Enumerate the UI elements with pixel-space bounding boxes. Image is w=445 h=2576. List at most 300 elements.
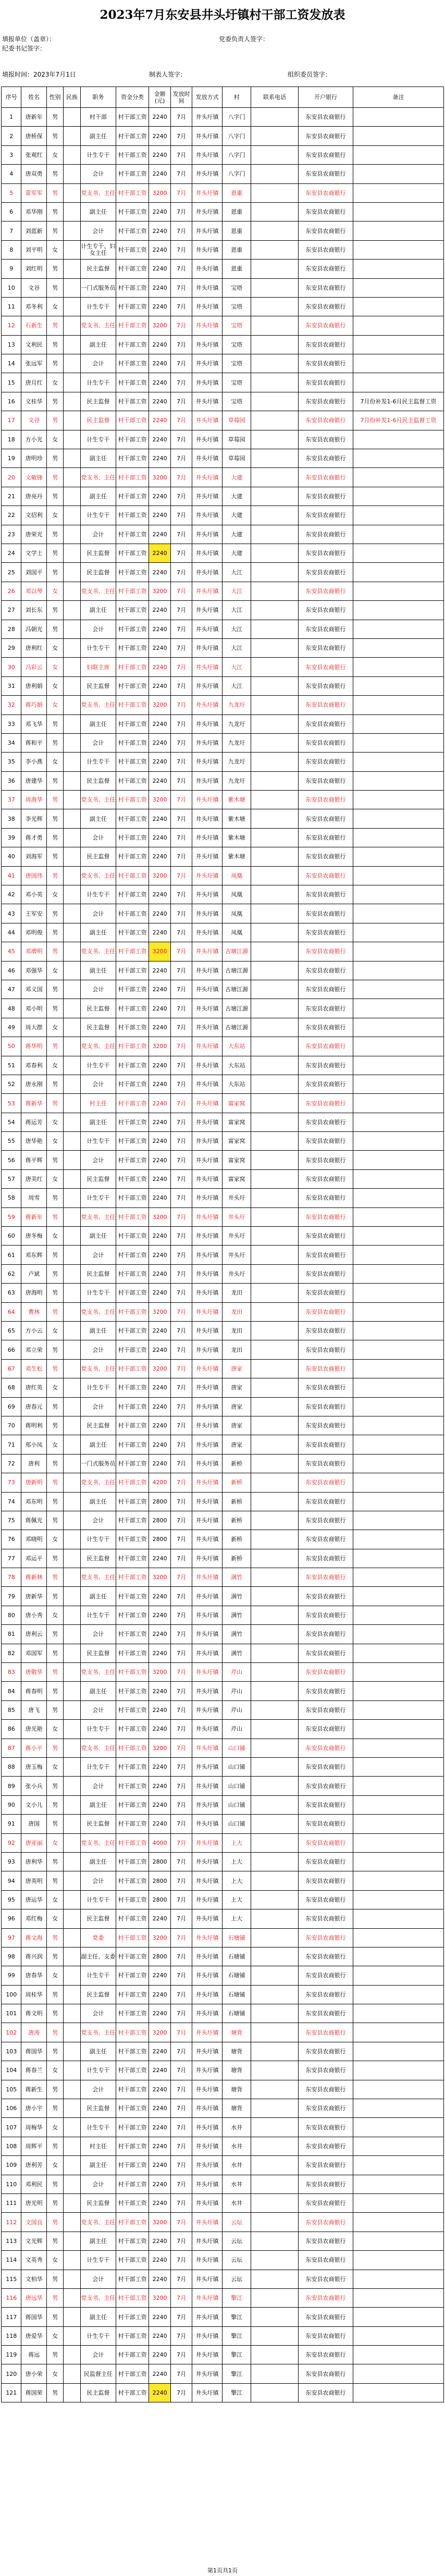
cell-village: 新桥 bbox=[222, 1454, 251, 1473]
cell-remark bbox=[353, 1833, 444, 1852]
cell-bank: 东安县农商银行 bbox=[298, 2326, 353, 2345]
cell-ethnicity bbox=[64, 999, 80, 1018]
cell-amount: 2240 bbox=[149, 923, 170, 942]
cell-pay-method: 井头圩镇 bbox=[192, 2308, 222, 2326]
cell-village: 水井 bbox=[222, 2156, 251, 2175]
cell-index: 64 bbox=[2, 1302, 21, 1321]
cell-index: 35 bbox=[2, 753, 21, 771]
cell-amount: 3200 bbox=[149, 1359, 170, 1378]
cell-index: 55 bbox=[2, 1132, 21, 1151]
cell-ethnicity bbox=[64, 885, 80, 904]
cell-remark bbox=[353, 1075, 444, 1093]
cell-village: 塘背 bbox=[222, 2042, 251, 2061]
cell-bank: 东安县农商银行 bbox=[298, 1966, 353, 1985]
cell-index: 53 bbox=[2, 1094, 21, 1113]
cell-fund-type: 村干部工资 bbox=[116, 923, 149, 942]
cell-remark bbox=[353, 2288, 444, 2307]
cell-phone bbox=[251, 1302, 298, 1321]
cell-fund-type: 村干部工资 bbox=[116, 1720, 149, 1739]
cell-index: 95 bbox=[2, 1890, 21, 1909]
cell-fund-type: 村干部工资 bbox=[116, 2346, 149, 2364]
cell-phone bbox=[251, 183, 298, 202]
cell-position: 计生专干 bbox=[80, 1132, 116, 1151]
table-row bbox=[2, 373, 444, 392]
cell-position: 副主任 bbox=[80, 1682, 116, 1700]
cell-fund-type: 村干部工资 bbox=[116, 1511, 149, 1530]
cell-name: 唐涛 bbox=[21, 2023, 47, 2042]
cell-phone bbox=[251, 1815, 298, 1833]
cell-bank: 东安县农商银行 bbox=[298, 1928, 353, 1947]
cell-name: 方小光 bbox=[21, 430, 47, 449]
cell-gender: 女 bbox=[46, 1530, 63, 1549]
cell-phone bbox=[251, 1037, 298, 1056]
cell-amount: 2800 bbox=[149, 1890, 170, 1909]
cell-pay-month: 7月 bbox=[171, 487, 192, 506]
cell-ethnicity bbox=[64, 1169, 80, 1188]
cell-index: 116 bbox=[2, 2288, 21, 2307]
cell-ethnicity bbox=[64, 449, 80, 468]
cell-bank: 东安县农商银行 bbox=[298, 335, 353, 354]
cell-amount: 2240 bbox=[149, 676, 170, 695]
cell-ethnicity bbox=[64, 2118, 80, 2137]
cell-amount: 3200 bbox=[149, 1037, 170, 1056]
cell-amount: 2800 bbox=[149, 1530, 170, 1549]
cell-amount: 2240 bbox=[149, 449, 170, 468]
cell-index: 66 bbox=[2, 1340, 21, 1359]
cell-pay-method: 井头圩镇 bbox=[192, 1037, 222, 1056]
cell-remark bbox=[353, 1340, 444, 1359]
cell-pay-month: 7月 bbox=[171, 2288, 192, 2307]
cell-pay-method: 井头圩镇 bbox=[192, 714, 222, 733]
cell-pay-month: 7月 bbox=[171, 620, 192, 638]
cell-ethnicity bbox=[64, 658, 80, 676]
cell-position: 党支书、主任 bbox=[80, 791, 116, 809]
cell-pay-method: 井头圩镇 bbox=[192, 525, 222, 544]
cell-ethnicity bbox=[64, 392, 80, 411]
cell-fund-type: 村干部工资 bbox=[116, 676, 149, 695]
cell-pay-method: 井头圩镇 bbox=[192, 696, 222, 714]
cell-bank: 东安县农商银行 bbox=[298, 2270, 353, 2288]
cell-index: 77 bbox=[2, 1549, 21, 1568]
table-row bbox=[2, 1037, 444, 1056]
cell-pay-month: 7月 bbox=[171, 1246, 192, 1264]
cell-village: 九龙圩 bbox=[222, 714, 251, 733]
cell-phone bbox=[251, 525, 298, 544]
cell-village: 宝塔 bbox=[222, 278, 251, 297]
cell-name: 唐利芳 bbox=[21, 2156, 47, 2175]
cell-pay-method: 井头圩镇 bbox=[192, 582, 222, 600]
cell-pay-month: 7月 bbox=[171, 1492, 192, 1511]
cell-ethnicity bbox=[64, 1473, 80, 1492]
table-row bbox=[2, 733, 444, 752]
cell-index: 91 bbox=[2, 1815, 21, 1833]
cell-remark bbox=[353, 316, 444, 335]
cell-position: 副主任 bbox=[80, 809, 116, 828]
cell-position: 党支书、主任 bbox=[80, 2288, 116, 2307]
cell-ethnicity bbox=[64, 2308, 80, 2326]
cell-phone bbox=[251, 1264, 298, 1283]
table-row bbox=[2, 392, 444, 411]
cell-phone bbox=[251, 449, 298, 468]
table-row bbox=[2, 1871, 444, 1890]
cell-fund-type: 村干部工资 bbox=[116, 1777, 149, 1795]
cell-village: 古塘江源 bbox=[222, 942, 251, 961]
cell-fund-type: 村干部工资 bbox=[116, 449, 149, 468]
cell-ethnicity bbox=[64, 1094, 80, 1113]
cell-pay-month: 7月 bbox=[171, 1795, 192, 1814]
table-row bbox=[2, 1264, 444, 1283]
cell-ethnicity bbox=[64, 2288, 80, 2307]
cell-ethnicity bbox=[64, 1909, 80, 1928]
cell-index: 103 bbox=[2, 2042, 21, 2061]
cell-phone bbox=[251, 1018, 298, 1037]
cell-index: 119 bbox=[2, 2346, 21, 2364]
cell-phone bbox=[251, 1454, 298, 1473]
cell-name: 刘平明 bbox=[21, 240, 47, 259]
cell-amount: 4000 bbox=[149, 1833, 170, 1852]
cell-phone bbox=[251, 1075, 298, 1093]
cell-pay-method: 井头圩镇 bbox=[192, 2193, 222, 2212]
cell-fund-type: 村干部工资 bbox=[116, 278, 149, 297]
cell-fund-type: 村干部工资 bbox=[116, 1284, 149, 1302]
table-row bbox=[2, 544, 444, 562]
page-footer: 第1页共1页 bbox=[207, 2567, 238, 2574]
cell-name: 文小儿 bbox=[21, 1795, 47, 1814]
cell-amount: 2240 bbox=[149, 1700, 170, 1719]
table-row bbox=[2, 449, 444, 468]
cell-index: 100 bbox=[2, 1985, 21, 2004]
cell-pay-month: 7月 bbox=[171, 165, 192, 183]
cell-pay-month: 7月 bbox=[171, 1947, 192, 1966]
cell-bank: 东安县农商银行 bbox=[298, 961, 353, 980]
cell-bank: 东安县农商银行 bbox=[298, 1985, 353, 2004]
cell-village: 山口铺 bbox=[222, 1757, 251, 1776]
cell-pay-month: 7月 bbox=[171, 733, 192, 752]
cell-ethnicity bbox=[64, 1416, 80, 1435]
cell-remark bbox=[353, 373, 444, 392]
cell-ethnicity bbox=[64, 1739, 80, 1757]
cell-phone bbox=[251, 411, 298, 430]
cell-remark bbox=[353, 676, 444, 695]
cell-amount: 3200 bbox=[149, 1207, 170, 1226]
cell-village: 山口铺 bbox=[222, 1815, 251, 1833]
cell-bank: 东安县农商银行 bbox=[298, 468, 353, 487]
cell-pay-method: 井头圩镇 bbox=[192, 1132, 222, 1151]
cell-ethnicity bbox=[64, 1132, 80, 1151]
cell-fund-type: 村干部工资 bbox=[116, 1132, 149, 1151]
cell-name: 邓生松 bbox=[21, 1359, 47, 1378]
page-title: 2023年7月东安县井头圩镇村干部工资发放表 bbox=[100, 8, 345, 22]
cell-phone bbox=[251, 2004, 298, 2023]
cell-index: 50 bbox=[2, 1037, 21, 1056]
cell-remark bbox=[353, 1132, 444, 1151]
cell-phone bbox=[251, 1739, 298, 1757]
cell-index: 121 bbox=[2, 2383, 21, 2402]
cell-pay-month: 7月 bbox=[171, 999, 192, 1018]
cell-pay-month: 7月 bbox=[171, 828, 192, 847]
cell-remark bbox=[353, 1207, 444, 1226]
cell-remark bbox=[353, 2193, 444, 2212]
cell-ethnicity bbox=[64, 1018, 80, 1037]
cell-phone bbox=[251, 620, 298, 638]
cell-remark bbox=[353, 2251, 444, 2270]
cell-phone bbox=[251, 1833, 298, 1852]
cell-name: 周大群 bbox=[21, 1018, 47, 1037]
cell-pay-method: 井头圩镇 bbox=[192, 942, 222, 961]
cell-index: 118 bbox=[2, 2326, 21, 2345]
cell-ethnicity bbox=[64, 544, 80, 562]
cell-gender: 男 bbox=[46, 828, 63, 847]
cell-remark bbox=[353, 297, 444, 316]
cell-village: 满竹 bbox=[222, 1606, 251, 1624]
table-row bbox=[2, 771, 444, 790]
cell-pay-method: 井头圩镇 bbox=[192, 1966, 222, 1985]
cell-position: 会计 bbox=[80, 733, 116, 752]
cell-fund-type: 村干部工资 bbox=[116, 1416, 149, 1435]
cell-fund-type: 村干部工资 bbox=[116, 373, 149, 392]
table-row bbox=[2, 2080, 444, 2099]
cell-bank: 东安县农商银行 bbox=[298, 563, 353, 582]
cell-phone bbox=[251, 1284, 298, 1302]
cell-phone bbox=[251, 506, 298, 525]
cell-amount: 2240 bbox=[149, 1644, 170, 1662]
table-row bbox=[2, 942, 444, 961]
cell-position: 计生专干 bbox=[80, 1890, 116, 1909]
cell-village: 宝塔 bbox=[222, 354, 251, 373]
cell-fund-type: 村干部工资 bbox=[116, 2156, 149, 2175]
cell-gender: 男 bbox=[46, 1739, 63, 1757]
cell-remark bbox=[353, 1037, 444, 1056]
cell-pay-method: 井头圩镇 bbox=[192, 1606, 222, 1624]
cell-village: 新桥 bbox=[222, 1549, 251, 1568]
cell-position: 党支书、主任 bbox=[80, 183, 116, 202]
cell-amount: 2240 bbox=[149, 771, 170, 790]
cell-ethnicity bbox=[64, 942, 80, 961]
table-body bbox=[2, 108, 444, 2402]
cell-amount: 4200 bbox=[149, 1473, 170, 1492]
cell-fund-type: 村干部工资 bbox=[116, 1549, 149, 1568]
cell-gender: 男 bbox=[46, 1359, 63, 1378]
cell-ethnicity bbox=[64, 1227, 80, 1246]
cell-village: 水井 bbox=[222, 2175, 251, 2193]
cell-remark bbox=[353, 904, 444, 923]
cell-position: 副主任 bbox=[80, 601, 116, 620]
table-row bbox=[2, 753, 444, 771]
cell-pay-month: 7月 bbox=[171, 942, 192, 961]
cell-name: 唐红英 bbox=[21, 1378, 47, 1397]
cell-position: 副主任、支委 bbox=[80, 1947, 116, 1966]
cell-name: 邓以琴 bbox=[21, 582, 47, 600]
cell-index: 88 bbox=[2, 1757, 21, 1776]
cell-village: 塘背 bbox=[222, 2080, 251, 2099]
cell-fund-type: 村干部工资 bbox=[116, 1264, 149, 1283]
cell-amount: 3200 bbox=[149, 1928, 170, 1947]
cell-bank: 东安县农商银行 bbox=[298, 2346, 353, 2364]
cell-name: 刘长东 bbox=[21, 601, 47, 620]
cell-fund-type: 村干部工资 bbox=[116, 1169, 149, 1188]
table-row bbox=[2, 1739, 444, 1757]
cell-amount: 2240 bbox=[149, 961, 170, 980]
cell-position: 计生专干 bbox=[80, 1757, 116, 1776]
cell-remark bbox=[353, 1302, 444, 1321]
cell-bank: 东安县农商银行 bbox=[298, 771, 353, 790]
cell-pay-month: 7月 bbox=[171, 1720, 192, 1739]
cell-index: 80 bbox=[2, 1606, 21, 1624]
cell-position: 妇联主席 bbox=[80, 658, 116, 676]
cell-village: 大江 bbox=[222, 676, 251, 695]
cell-position: 民主监督 bbox=[80, 1909, 116, 1928]
cell-gender: 女 bbox=[46, 658, 63, 676]
cell-name: 文利民 bbox=[21, 335, 47, 354]
cell-amount: 2240 bbox=[149, 1113, 170, 1131]
cell-amount: 2240 bbox=[149, 1454, 170, 1473]
cell-name: 蒋新华 bbox=[21, 1094, 47, 1113]
cell-pay-month: 7月 bbox=[171, 1075, 192, 1093]
cell-remark bbox=[353, 1682, 444, 1700]
cell-position: 计生专干、妇女主任 bbox=[80, 240, 116, 259]
cell-amount: 2240 bbox=[149, 1966, 170, 1985]
cell-bank: 东安县农商银行 bbox=[298, 183, 353, 202]
cell-village: 草莓园 bbox=[222, 449, 251, 468]
cell-position: 会计 bbox=[80, 1246, 116, 1264]
unit-label: 填报单位（盖章）： bbox=[2, 35, 56, 43]
cell-remark bbox=[353, 1587, 444, 1606]
cell-phone bbox=[251, 1189, 298, 1207]
cell-village: 八字门 bbox=[222, 165, 251, 183]
cell-ethnicity bbox=[64, 1890, 80, 1909]
cell-index: 69 bbox=[2, 1397, 21, 1416]
col-header: 备注 bbox=[353, 87, 444, 108]
cell-index: 52 bbox=[2, 1075, 21, 1093]
cell-amount: 2240 bbox=[149, 354, 170, 373]
cell-remark bbox=[353, 2004, 444, 2023]
cell-village: 石塘铺 bbox=[222, 2004, 251, 2023]
cell-index: 94 bbox=[2, 1871, 21, 1890]
cell-gender: 男 bbox=[46, 1246, 63, 1264]
cell-index: 39 bbox=[2, 828, 21, 847]
cell-position: 党支书、主任 bbox=[80, 582, 116, 600]
cell-index: 31 bbox=[2, 676, 21, 695]
cell-amount: 2240 bbox=[149, 1284, 170, 1302]
cell-phone bbox=[251, 714, 298, 733]
cell-pay-month: 7月 bbox=[171, 1454, 192, 1473]
cell-village: 擎江 bbox=[222, 2383, 251, 2402]
cell-bank: 东安县农商银行 bbox=[298, 1359, 353, 1378]
cell-gender: 男 bbox=[46, 1985, 63, 2004]
cell-phone bbox=[251, 999, 298, 1018]
cell-bank: 东安县农商银行 bbox=[298, 1833, 353, 1852]
cell-bank: 东安县农商银行 bbox=[298, 1815, 353, 1833]
cell-phone bbox=[251, 487, 298, 506]
cell-pay-month: 7月 bbox=[171, 923, 192, 942]
cell-position: 计生专干 bbox=[80, 1606, 116, 1624]
cell-phone bbox=[251, 1587, 298, 1606]
cell-phone bbox=[251, 1777, 298, 1795]
cell-gender: 男 bbox=[46, 411, 63, 430]
cell-remark bbox=[353, 1909, 444, 1928]
cell-phone bbox=[251, 316, 298, 335]
cell-index: 75 bbox=[2, 1511, 21, 1530]
cell-position: 会计 bbox=[80, 980, 116, 999]
cell-pay-method: 井头圩镇 bbox=[192, 411, 222, 430]
cell-village: 富家窝 bbox=[222, 1169, 251, 1188]
cell-pay-month: 7月 bbox=[171, 1852, 192, 1871]
cell-ethnicity bbox=[64, 373, 80, 392]
cell-fund-type: 村干部工资 bbox=[116, 791, 149, 809]
cell-name: 邓东辉 bbox=[21, 1246, 47, 1264]
cell-pay-method: 井头圩镇 bbox=[192, 2118, 222, 2137]
cell-name: 蒋国荣 bbox=[21, 2383, 47, 2402]
cell-gender: 女 bbox=[46, 1169, 63, 1188]
cell-remark bbox=[353, 1227, 444, 1246]
cell-index: 42 bbox=[2, 885, 21, 904]
cell-position: 会计 bbox=[80, 828, 116, 847]
cell-pay-method: 井头圩镇 bbox=[192, 2023, 222, 2042]
cell-fund-type: 村干部工资 bbox=[116, 1833, 149, 1852]
cell-amount: 2240 bbox=[149, 2232, 170, 2250]
cell-fund-type: 村干部工资 bbox=[116, 2061, 149, 2080]
cell-name: 唐小宇 bbox=[21, 2099, 47, 2118]
cell-amount: 3200 bbox=[149, 2023, 170, 2042]
cell-pay-method: 井头圩镇 bbox=[192, 771, 222, 790]
cell-phone bbox=[251, 2326, 298, 2345]
cell-phone bbox=[251, 145, 298, 164]
cell-position: 会计 bbox=[80, 525, 116, 544]
cell-remark bbox=[353, 999, 444, 1018]
cell-position: 计生专干 bbox=[80, 373, 116, 392]
cell-name: 蒋新年 bbox=[21, 1207, 47, 1226]
cell-village: 大建 bbox=[222, 506, 251, 525]
cell-fund-type: 村干部工资 bbox=[116, 221, 149, 240]
cell-ethnicity bbox=[64, 2383, 80, 2402]
cell-remark bbox=[353, 1720, 444, 1739]
cell-index: 45 bbox=[2, 942, 21, 961]
cell-ethnicity bbox=[64, 753, 80, 771]
cell-name: 唐桥保 bbox=[21, 127, 47, 145]
table-row bbox=[2, 904, 444, 923]
cell-name: 蒋小平 bbox=[21, 1739, 47, 1757]
cell-name: 文学士 bbox=[21, 544, 47, 562]
cell-amount: 2240 bbox=[149, 1018, 170, 1037]
table-row bbox=[2, 1284, 444, 1302]
cell-position: 副主任 bbox=[80, 1852, 116, 1871]
cell-pay-month: 7月 bbox=[171, 563, 192, 582]
cell-phone bbox=[251, 961, 298, 980]
cell-position: 计生专干 bbox=[80, 1056, 116, 1075]
table-row bbox=[2, 1947, 444, 1966]
cell-bank: 东安县农商银行 bbox=[298, 1720, 353, 1739]
cell-gender: 女 bbox=[46, 2061, 63, 2080]
cell-bank: 东安县农商银行 bbox=[298, 923, 353, 942]
cell-pay-month: 7月 bbox=[171, 1169, 192, 1188]
cell-pay-month: 7月 bbox=[171, 1530, 192, 1549]
cell-pay-month: 7月 bbox=[171, 809, 192, 828]
cell-pay-method: 井头圩镇 bbox=[192, 1151, 222, 1169]
cell-pay-method: 井头圩镇 bbox=[192, 999, 222, 1018]
cell-remark bbox=[353, 2364, 444, 2383]
cell-index: 108 bbox=[2, 2137, 21, 2155]
cell-position: 党支书、主任 bbox=[80, 1207, 116, 1226]
cell-village: 满竹 bbox=[222, 1587, 251, 1606]
cell-village: 大建 bbox=[222, 525, 251, 544]
cell-amount: 2240 bbox=[149, 1435, 170, 1454]
cell-position: 计生专干 bbox=[80, 1720, 116, 1739]
cell-index: 109 bbox=[2, 2156, 21, 2175]
table-row bbox=[2, 1075, 444, 1093]
cell-ethnicity bbox=[64, 1815, 80, 1833]
cell-pay-method: 井头圩镇 bbox=[192, 2175, 222, 2193]
cell-fund-type: 村干部工资 bbox=[116, 1056, 149, 1075]
